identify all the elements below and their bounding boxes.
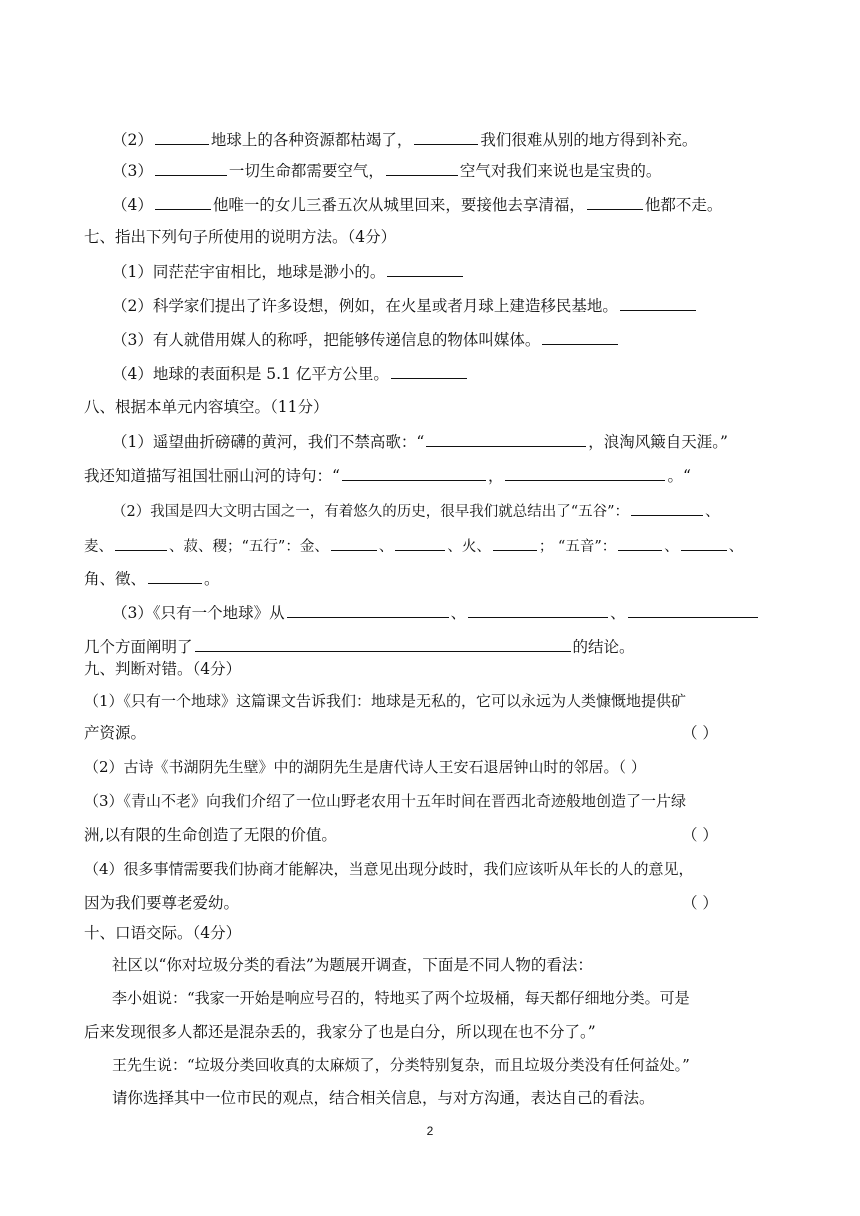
answer-blank[interactable] [395,534,445,551]
s8-q3-line1: （3）《只有一个地球》从 、 、 [112,601,760,624]
s10-mr-wang: 王先生说：“垃圾分类回收真的太麻烦了，分类特别复杂，而且垃圾分类没有任何益处。” [112,1056,690,1074]
s9-q1-line2: 产资源。 [84,724,147,742]
s8-q1-line2: 我还知道描写祖国壮丽山河的诗句：“ ， 。“ [84,464,691,487]
conj-q4: （4） 他唯一的女儿三番五次从城里回来，要接他去享清福， 他都不走。 [112,193,722,216]
s10-ms-li-line1: 李小姐说：“我家一开始是响应号召的，特地买了两个垃圾桶，每天都仔细地分类。可是 [112,989,690,1007]
answer-blank[interactable] [631,499,703,516]
answer-blank[interactable] [620,294,696,311]
answer-blank[interactable] [342,464,486,481]
answer-blank[interactable] [155,128,209,145]
answer-blank[interactable] [386,159,458,176]
section-7-heading: 七、指出下列句子所使用的说明方法。（4分） [84,228,397,246]
answer-blank[interactable] [331,534,377,551]
page-number: 2 [426,1124,434,1138]
s9-q4-line1: （4）很多事情需要我们协商才能解决，当意见出现分歧时，我们应该听从年长的人的意见， [84,860,694,878]
answer-blank[interactable] [287,601,449,618]
s8-q2-line3: 角、徵、 。 [84,567,220,590]
answer-blank[interactable] [542,328,618,345]
answer-parentheses[interactable]: （ ） [682,826,718,844]
answer-blank[interactable] [155,159,227,176]
s7-q1: （1）同茫茫宇宙相比，地球是渺小的。 [112,260,465,283]
conj-q2: （2） 地球上的各种资源都枯竭了， 我们很难从别的地方得到补充。 [112,128,697,151]
s9-q3-line2: 洲,以有限的生命创造了无限的价值。 [84,826,337,844]
answer-blank[interactable] [155,193,211,210]
answer-blank[interactable] [628,601,758,618]
answer-blank[interactable] [414,128,478,145]
s10-instruction: 请你选择其中一位市民的观点，结合相关信息，与对方沟通，表达自己的看法。 [112,1089,655,1107]
s7-q2: （2）科学家们提出了许多设想，例如，在火星或者月球上建造移民基地。 [112,294,698,317]
answer-blank[interactable] [426,430,586,447]
section-10-heading: 十、口语交际。（4分） [84,924,242,942]
answer-blank[interactable] [148,567,202,584]
s9-q4-line2: 因为我们要尊老爱幼。 [84,894,240,912]
answer-blank[interactable] [195,635,571,652]
answer-blank[interactable] [618,534,662,551]
answer-blank[interactable] [391,362,467,379]
s9-q2: （2）古诗《书湖阴先生壁》中的湖阴先生是唐代诗人王安石退居钟山时的邻居。（ ） [84,758,646,776]
section-9-heading: 九、判断对错。（4分） [84,660,242,678]
answer-blank[interactable] [505,464,665,481]
conj-q3: （3） 一切生命都需要空气， 空气对我们来说也是宝贵的。 [112,159,661,182]
section-8-heading: 八、根据本单元内容填空。（11分） [84,398,329,416]
answer-parentheses[interactable]: （ ） [682,894,718,912]
s7-q3: （3）有人就借用媒人的称呼，把能够传递信息的物体叫媒体。 [112,328,620,351]
s8-q2-line2: 麦、 、菽、稷；“五行”：金、 、 、火、 ； “五音”： 、 、 [84,534,743,558]
s10-ms-li-line2: 后来发现很多人都还是混杂丢的，我家分了也是白分，所以现在也不分了。” [84,1023,596,1041]
s7-q4: （4）地球的表面积是 5.1 亿平方公里。 [112,362,469,385]
s10-intro: 社区以“你对垃圾分类的看法”为题展开调查，下面是不同人物的看法： [112,956,593,974]
answer-blank[interactable] [115,534,167,551]
s8-q1-line1: （1）遥望曲折磅礴的黄河，我们不禁高歌：“ ，浪淘风簸自天涯。” [112,430,728,453]
answer-parentheses[interactable]: （ ） [682,724,718,742]
answer-blank[interactable] [493,534,537,551]
s9-q1-line1: （1）《只有一个地球》这篇课文告诉我们：地球是无私的，它可以永远为人类慷慨地提供矿 [84,692,687,710]
s8-q3-line2: 几个方面阐明了 的结论。 [84,635,635,658]
answer-blank[interactable] [587,193,643,210]
answer-blank[interactable] [468,601,608,618]
answer-blank[interactable] [387,260,463,277]
answer-blank[interactable] [681,534,727,551]
s9-q3-line1: （3）《青山不老》向我们介绍了一位山野老农用十五年时间在晋西北奇迹般地创造了一片绿 [84,792,687,810]
s8-q2-line1: （2）我国是四大文明古国之一，有着悠久的历史，很早我们就总结出了“五谷”： 、 [112,499,720,523]
